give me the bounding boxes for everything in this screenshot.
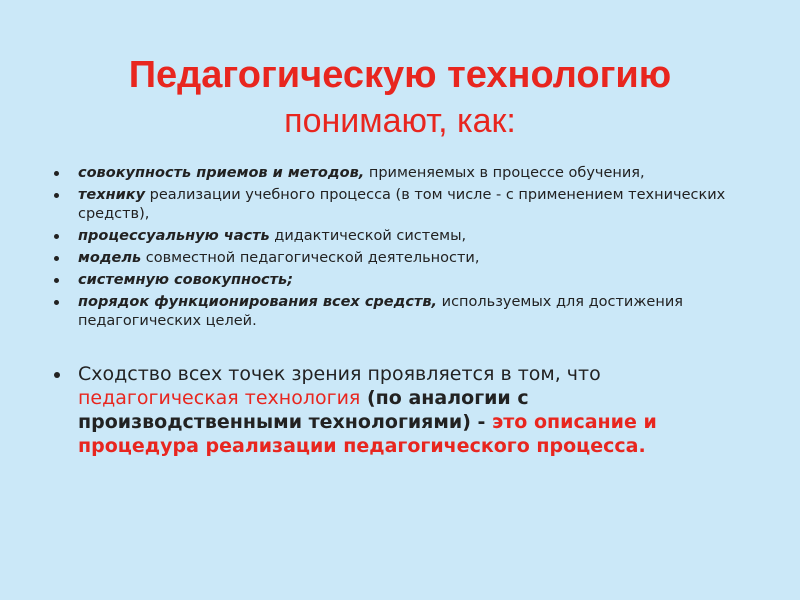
list-item [52, 186, 752, 224]
item-text: реализации учебного процесса (в том числе - с применением технических средств), [78, 187, 726, 222]
bullet-icon [54, 300, 59, 305]
list-item [52, 227, 752, 246]
bullet-icon [54, 256, 59, 261]
title-line-2: понимают, как: [284, 101, 516, 140]
bullet-icon [54, 234, 59, 239]
title-line-1: Педагогическую технологию [128, 54, 672, 96]
item-term: порядок функционирования всех средств, [78, 294, 438, 310]
bullet-icon [54, 372, 60, 378]
list-item [52, 271, 752, 290]
definition-list [52, 164, 752, 334]
summary-definition: это описание и процедура реализации педагогического процесса. [78, 411, 657, 457]
item-text: дидактической системы, [269, 228, 467, 244]
item-term: системную совокупность; [78, 272, 294, 288]
item-term: технику [78, 187, 146, 203]
bullet-icon [54, 193, 59, 198]
item-text: совместной педагогической деятельности, [141, 250, 480, 266]
summary-paragraph [52, 362, 758, 458]
item-term: совокупность приемов и методов, [78, 165, 365, 181]
bullet-icon [54, 171, 59, 176]
item-term: процессуальную часть [78, 228, 270, 244]
summary-text-2: (по аналогии с производственными технологиями) - [78, 387, 529, 433]
list-item [52, 164, 752, 183]
bullet-icon [54, 278, 59, 283]
slide-title [0, 52, 800, 142]
item-text: применяемых в процессе обучения, [364, 165, 645, 181]
list-item [52, 249, 752, 268]
summary-text-1: Сходство всех точек зрения проявляется в том, что [78, 363, 601, 385]
summary-term: педагогическая технология [78, 387, 361, 409]
list-item [52, 293, 752, 331]
item-term: модель [78, 250, 142, 266]
item-text: используемых для достижения педагогических целей. [78, 294, 683, 329]
